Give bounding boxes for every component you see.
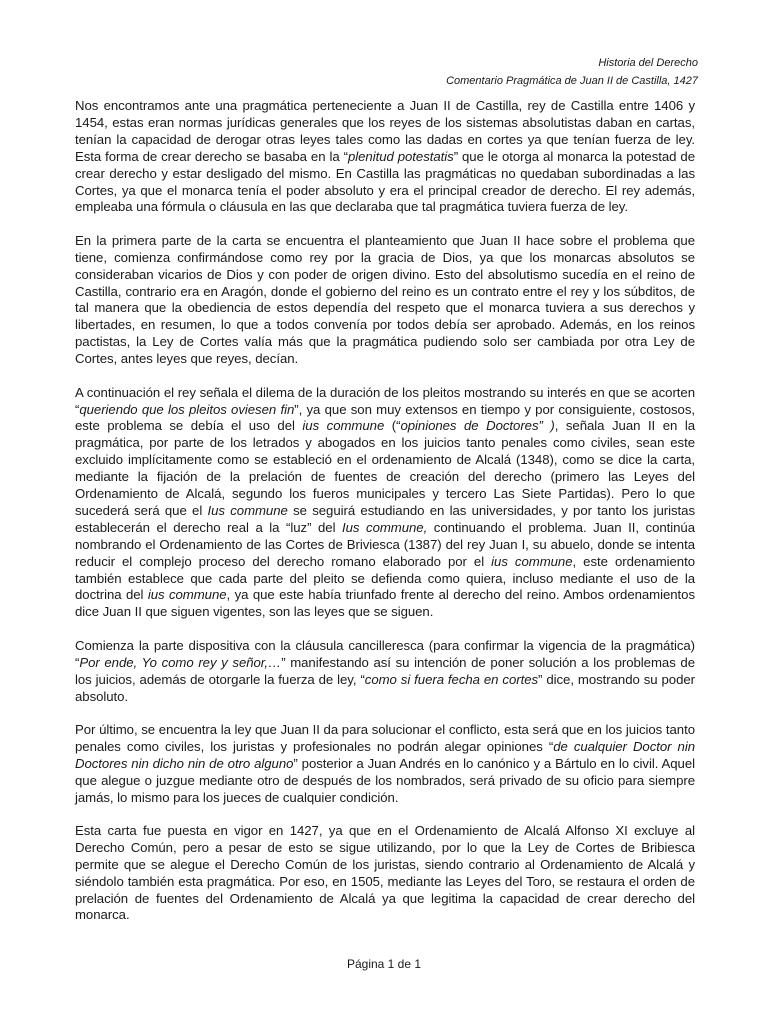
text-run: ” dice, mostrando su poder absoluto. [75, 671, 695, 704]
text-run: ” posterior a Juan Andrés en lo canónico y a Bártulo en lo civil. Aquel que alegue o juzgue mediante otro de después de los nombrados, será privado de su oficio para siempre jamás, lo mismo para los jueces de cualquier condición. [75, 755, 695, 805]
paragraph [75, 233, 695, 368]
text-run: continuando el problema. Juan II, continúa nombrando el Ordenamiento de las Cortes de Briviesca (1387) del rey Juan I, su abuelo, donde se intenta reducir el complejo proceso del derecho romano elaborado por el [75, 519, 695, 569]
italic-text-run: Por ende, Yo como rey y señor,… [79, 654, 282, 670]
text-run: ” manifestando así su intención de poner solución a los problemas de los juicios, además de otorgarle la fuerza de ley, “ [75, 654, 695, 687]
italic-text-run: ius commune [491, 553, 573, 569]
text-run: , señala Juan II en la pragmática, por parte de los letrados y abogados en los juicios tanto penales como civiles, sean este excluido implícitamente como se estableció en el ordenamiento de Alcalá (1348), como se dice la carta, mediante la fijación de la prelación de fuentes de creación del derecho (primero las Leyes del Ordenamiento de Alcalá, segundo los fueros municipales y tercero Las Siete Partidas). Pero lo que sucederá será que el [75, 418, 695, 518]
header-course-title: Historia del Derecho [598, 57, 698, 69]
text-run: Comienza la parte dispositiva con la cláusula cancilleresca (para confirmar la vigencia de la pragmática) “ [75, 637, 695, 670]
paragraph [75, 722, 695, 807]
italic-text-run: ius commune [302, 418, 385, 434]
italic-text-run: queriendo que los pleitos oviesen fin [79, 401, 295, 417]
paragraph [75, 823, 695, 924]
text-run: ” que le otorga al monarca la potestad de crear derecho y estar desligado del mismo. En Castilla las pragmáticas no quedaban subordinadas a las Cortes, ya que el monarca tenía el poder absoluto y era el principal creador de derecho. El rey además, empleaba una fórmula o cláusula en las que declaraba que tal pragmática tuviera fuerza de ley. [75, 148, 695, 215]
page-footer [0, 957, 768, 971]
text-run: En la primera parte de la carta se encuentra el planteamiento que Juan II hace sobre el problema que tiene, comienza confirmándose como rey por la gracia de Dios, ya que los monarcas absolutos se consideraban vicarios de Dios y con poder de origen divino. Esto del absolutismo sucedía en el reino de Castilla, contrario era en Aragón, donde el gobierno del reino es un contrato entre el rey y los súbditos, de tal manera que la obediencia de estos dependía del respeto que el monarca tuviera a sus derechos y libertades, en resumen, lo que a todos convenía por todos debía ser aprobado. Además, en los reinos pactistas, la Ley de Cortes valía más que la pragmática pudiendo solo ser cambiada por otra Ley de Cortes, antes leyes que reyes, decían. [75, 232, 695, 367]
text-run: Esta carta fue puesta en vigor en 1427, ya que en el Ordenamiento de Alcalá Alfonso XI excluye al Derecho Común, pero a pesar de esto se sigue utilizando, por lo que la Ley de Cortes de Bribiesca permite que se alegue el Derecho Común de los juristas, siendo contrario al Ordenamiento de Alcalá y siéndolo también esta pragmática. Por eso, en 1505, mediante las Leyes del Toro, se restaura el orden de prelación de fuentes del Ordenamiento de Alcalá ya que legitima la capacidad de crear derecho del monarca. [75, 822, 695, 923]
text-run: , este ordenamiento también establece que cada parte del pleito se defienda como quiera, incluso mediante el uso de la doctrina del [75, 553, 695, 603]
text-run: se seguirá estudiando en las universidades, y por tanto los juristas establecerán el derecho real a la “luz” del [75, 502, 695, 535]
italic-text-run: Ius commune [207, 502, 288, 518]
paragraph [75, 385, 695, 622]
header-document-title: Comentario Pragmática de Juan II de Castilla, 1427 [446, 75, 698, 87]
text-run: (“ [384, 418, 401, 434]
text-run: Por último, se encuentra la ley que Juan II da para solucionar el conflicto, esta será que en los juicios tanto penales como civiles, los juristas y profesionales no podrán alegar opiniones “ [75, 721, 695, 754]
italic-text-run: opiniones de Doctores” ) [400, 418, 555, 434]
text-run: Nos encontramos ante una pragmática perteneciente a Juan II de Castilla, rey de Castilla entre 1406 y 1454, estas eran normas jurídicas generales que los reyes de los sistemas absolutistas daban en cartas, tenían la capacidad de derogar otras leyes tales como las dadas en cortes ya que tenían fuerza de ley. Esta forma de crear derecho se basaba en la “ [75, 98, 695, 164]
italic-text-run: plenitud potestatis [347, 148, 454, 164]
text-run: A continuación el rey señala el dilema de la duración de los pleitos mostrando su interés en que se acorten “ [75, 384, 695, 417]
italic-text-run: como si fuera fecha en cortes [364, 671, 539, 687]
italic-text-run: Ius commune, [342, 519, 428, 535]
paragraph [75, 98, 695, 216]
text-run: , ya que este había triunfado frente al derecho del reino. Ambos ordenamientos dice Juan II que siguen vigentes, son las leyes que se siguen. [75, 587, 695, 620]
page-header [446, 54, 698, 90]
text-run: ”, ya que son muy extensos en tiempo y por consiguiente, costosos, este problema se debía el uso del [75, 401, 695, 434]
document-body [75, 98, 695, 941]
italic-text-run: de cualquier Doctor nin Doctores nin dicho nin de otro alguno [75, 738, 695, 771]
page-number: Página 1 de 1 [346, 957, 422, 971]
paragraph [75, 638, 695, 706]
italic-text-run: ius commune [147, 587, 227, 603]
